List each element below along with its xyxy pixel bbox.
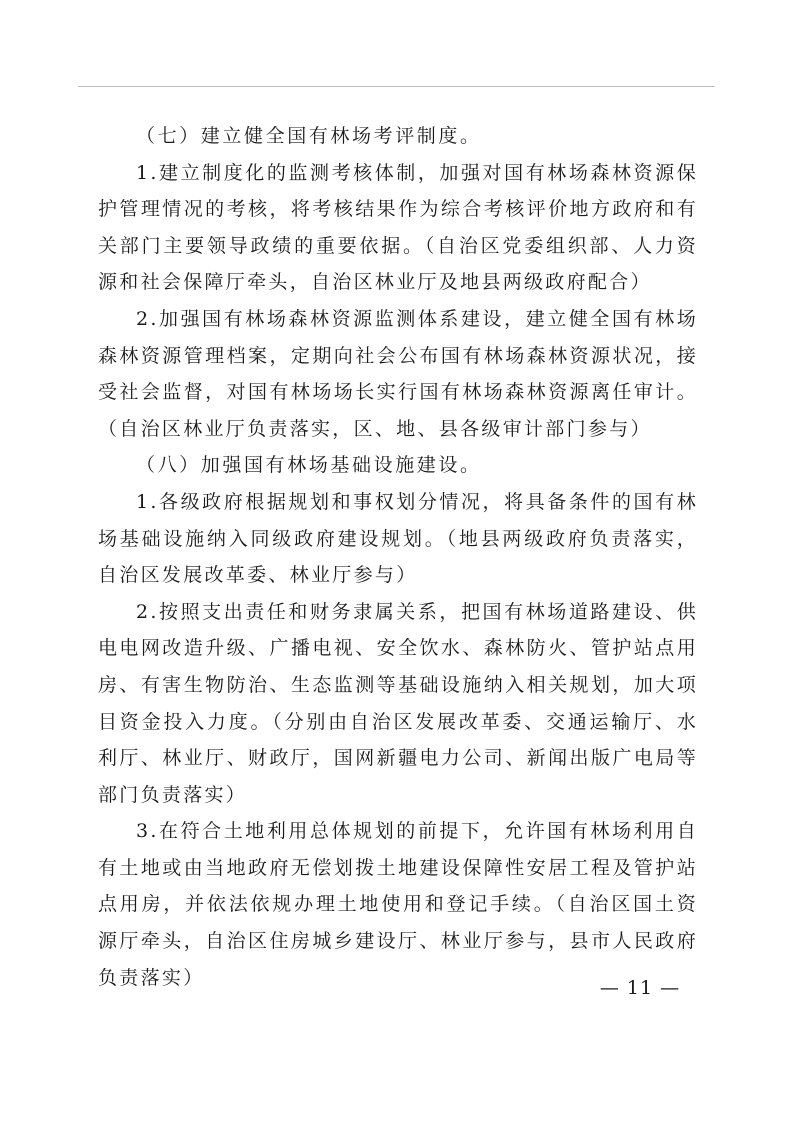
paragraph-8-1: 1.各级政府根据规划和事权划分情况，将具备条件的国有林场基础设施纳入同级政府建设规划。（地县两级政府负责落实，自治区发展改革委、林业厅参与）	[98, 490, 698, 587]
paragraph-7-1: 1.建立制度化的监测考核体制，加强对国有林场森林资源保护管理情况的考核，将考核结果作为综合考核评价地方政府和有关部门主要领导政绩的重要依据。（自治区党委组织部、人力资源和社会保障厅牵头，自治区林业厅及地县两级政府配合）	[98, 161, 698, 294]
header-rule	[78, 86, 715, 87]
section-heading-7: （七）建立健全国有林场考评制度。	[136, 125, 482, 147]
paragraph-8-2: 2.按照支出责任和财务隶属关系，把国有林场道路建设、供电电网改造升级、广播电视、安全饮水、森林防火、管护站点用房、有害生物防治、生态监测等基础设施纳入相关规划，加大项目资金投入力度。（分别由自治区发展改革委、交通运输厅、水利厅、林业厅、财政厅，国网新疆电力公司、新闻出版广电局等部门负责落实）	[98, 600, 698, 806]
paragraph-7-2: 2.加强国有林场森林资源监测体系建设，建立健全国有林场森林资源管理档案，定期向社会公布国有林场森林资源状况，接受社会监督，对国有林场场长实行国有林场森林资源离任审计。（自治区林业厅负责落实，区、地、县各级审计部门参与）	[98, 307, 698, 440]
paragraph-8-3: 3.在符合土地利用总体规划的前提下，允许国有林场利用自有土地或由当地政府无偿划拨土地建设保障性安居工程及管护站点用房，并依法依规办理土地使用和登记手续。（自治区国土资源厅牵头，自治区住房城乡建设厅、林业厅参与，县市人民政府负责落实）	[98, 820, 698, 989]
document-body	[98, 118, 698, 996]
section-heading-8: （八）加强国有林场基础设施建设。	[136, 454, 482, 477]
page-number: — 11 —	[599, 977, 681, 999]
